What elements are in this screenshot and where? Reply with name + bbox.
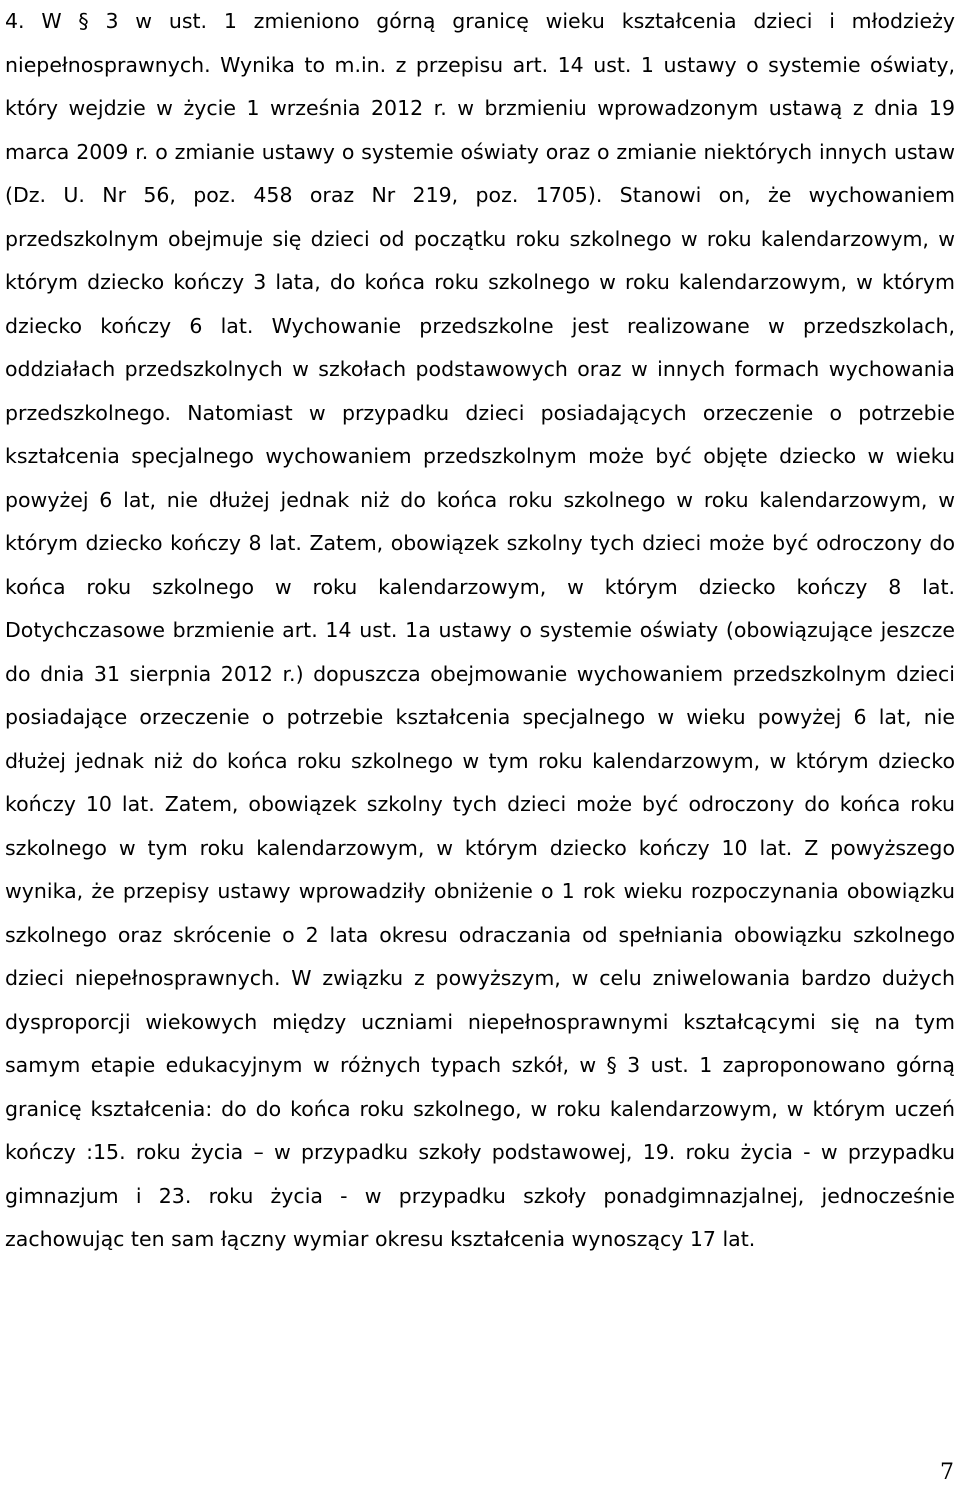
page-number: 7: [940, 1460, 954, 1485]
paragraph-text: 4. W § 3 w ust. 1 zmieniono górną granicę wieku kształcenia dzieci i młodzieży niepełnosprawnych. Wynika to m.in. z przepisu art. 14 ust. 1 ustawy o systemie oświaty, który wejdzie w życie 1 września 2012 r. w brzmieniu wprowadzonym ustawą z dnia 19 marca 2009 r. o zmianie ustawy o systemie oświaty oraz o zmianie niektórych innych ustaw (Dz. U. Nr 56, poz. 458 oraz Nr 219, poz. 1705). Stanowi on, że wychowaniem przedszkolnym obejmuje się dzieci od początku roku szkolnego w roku kalendarzowym, w którym dziecko kończy 3 lata, do końca roku szkolnego w roku kalendarzowym, w którym dziecko kończy 6 lat. Wychowanie przedszkolne jest realizowane w przedszkolach, oddziałach przedszkolnych w szkołach podstawowych oraz w innych formach wychowania przedszkolnego. Natomiast w przypadku dzieci posiadających orzeczenie o potrzebie kształcenia specjalnego wychowaniem przedszkolnym może być objęte dziecko w wieku powyżej 6 lat, nie dłużej jednak niż do końca roku szkolnego w roku kalendarzowym, w którym dziecko kończy 8 lat. Zatem, obowiązek szkolny tych dzieci może być odroczony do końca roku szkolnego w roku kalendarzowym, w którym dziecko kończy 8 lat. Dotychczasowe brzmienie art. 14 ust. 1a ustawy o systemie oświaty (obowiązujące jeszcze do dnia 31 sierpnia 2012 r.) dopuszcza obejmowanie wychowaniem przedszkolnym dzieci posiadające orzeczenie o potrzebie kształcenia specjalnego w wieku powyżej 6 lat, nie dłużej jednak niż do końca roku szkolnego w tym roku kalendarzowym, w którym dziecko kończy 10 lat. Zatem, obowiązek szkolny tych dzieci może być odroczony do końca roku szkolnego w tym roku kalendarzowym, w którym dziecko kończy 10 lat. Z powyższego wynika, że przepisy ustawy wprowadziły obniżenie o 1 rok wieku rozpoczynania obowiązku szkolnego oraz skrócenie o 2 lata okresu odraczania od spełniania obowiązku szkolnego dzieci niepełnosprawnych. W związku z powyższym, w celu zniwelowania bardzo dużych dysproporcji wiekowych między uczniami niepełnosprawnymi kształcącymi się na tym samym etapie edukacyjnym w różnych typach szkół, w § 3 ust. 1 zaproponowano górną granicę kształcenia: do do końca roku szkolnego, w roku kalendarzowym, w którym uczeń kończy :15. roku życia – w przypadku szkoły podstawowej, 19. roku życia - w przypadku gimnazjum i 23. roku życia - w przypadku szkoły ponadgimnazjalnej, jednocześnie zachowując ten sam łączny wymiar okresu kształcenia wynoszący 17 lat.: [5, 9, 955, 1251]
